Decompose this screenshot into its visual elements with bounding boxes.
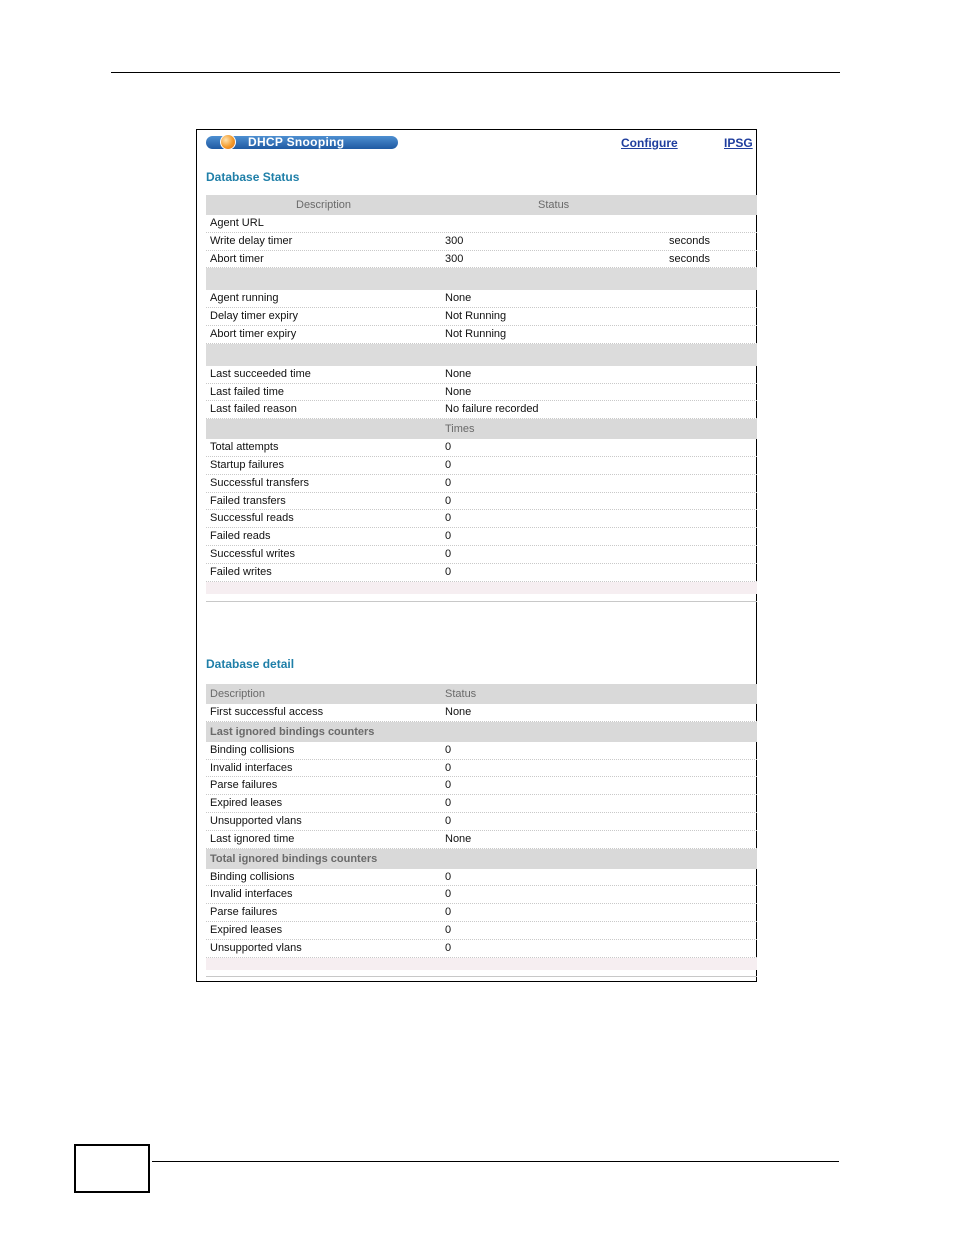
row-value: 0 bbox=[445, 941, 452, 954]
subheader-label: Last ignored bindings counters bbox=[210, 725, 375, 738]
table-row bbox=[206, 940, 757, 958]
page-top-rule bbox=[111, 72, 840, 73]
database-status-title: Database Status bbox=[206, 170, 300, 184]
row-label: Total attempts bbox=[210, 441, 279, 454]
table-row bbox=[206, 233, 757, 251]
row-value: 300 bbox=[445, 234, 464, 247]
row-value: 0 bbox=[445, 814, 452, 827]
table-row bbox=[206, 886, 757, 904]
row-value: None bbox=[445, 706, 472, 718]
table-row bbox=[206, 366, 757, 384]
column-header-status: Status bbox=[538, 199, 570, 211]
table-row bbox=[206, 904, 757, 922]
row-value: None bbox=[445, 385, 472, 398]
row-label: Last ignored time bbox=[210, 832, 295, 845]
table-header bbox=[206, 195, 757, 215]
table-row bbox=[206, 831, 757, 849]
row-value: 0 bbox=[445, 797, 452, 810]
group-separator bbox=[206, 344, 757, 366]
row-label: Expired leases bbox=[210, 797, 283, 810]
row-label: Last succeeded time bbox=[210, 367, 311, 380]
row-value: 0 bbox=[445, 906, 452, 919]
row-label: Last failed time bbox=[210, 385, 284, 398]
subheader-label: Total ignored bindings counters bbox=[210, 852, 378, 865]
table-row bbox=[206, 742, 757, 760]
row-value: 0 bbox=[445, 870, 452, 883]
row-label: Successful transfers bbox=[210, 476, 310, 489]
row-label: Agent URL bbox=[210, 217, 264, 229]
row-label: Agent running bbox=[210, 292, 279, 305]
table-row bbox=[206, 795, 757, 813]
screen-title-bar bbox=[206, 136, 398, 149]
row-label: Failed reads bbox=[210, 530, 271, 543]
column-header-status: Status bbox=[445, 688, 477, 700]
table-row bbox=[206, 326, 757, 344]
table-row bbox=[206, 546, 757, 564]
times-header bbox=[206, 419, 757, 439]
row-label: Successful writes bbox=[210, 547, 295, 560]
row-label: Failed writes bbox=[210, 565, 272, 578]
page-number-box bbox=[74, 1144, 150, 1193]
page-bottom-rule bbox=[152, 1161, 839, 1162]
row-label: Parse failures bbox=[210, 779, 278, 792]
row-label: Expired leases bbox=[210, 923, 283, 936]
row-label: Delay timer expiry bbox=[210, 310, 299, 323]
column-header-description: Description bbox=[296, 199, 352, 211]
table-row bbox=[206, 475, 757, 493]
ipsg-link[interactable]: IPSG bbox=[724, 136, 753, 150]
table-row bbox=[206, 493, 757, 511]
table-row bbox=[206, 308, 757, 326]
row-value: 0 bbox=[445, 565, 452, 578]
section-divider bbox=[206, 601, 757, 602]
row-value: 0 bbox=[445, 494, 452, 507]
table-row bbox=[206, 704, 757, 722]
row-label: Abort timer expiry bbox=[210, 327, 297, 340]
row-label: Parse failures bbox=[210, 906, 278, 919]
orb-icon bbox=[220, 134, 236, 150]
row-label: Binding collisions bbox=[210, 743, 295, 756]
table-footer bbox=[206, 582, 757, 594]
row-label: Unsupported vlans bbox=[210, 941, 302, 954]
configure-link[interactable]: Configure bbox=[621, 136, 678, 150]
table-row bbox=[206, 922, 757, 940]
table-row bbox=[206, 251, 757, 269]
table-footer bbox=[206, 958, 757, 970]
row-label: Invalid interfaces bbox=[210, 888, 293, 901]
row-label: Successful reads bbox=[210, 512, 294, 525]
dhcp-snooping-screen bbox=[196, 129, 757, 982]
database-detail-table bbox=[206, 684, 757, 970]
row-value: No failure recorded bbox=[445, 403, 539, 416]
table-row bbox=[206, 439, 757, 457]
group-separator bbox=[206, 268, 757, 290]
table-row bbox=[206, 564, 757, 582]
row-label: Write delay timer bbox=[210, 234, 293, 247]
column-header-description: Description bbox=[210, 688, 266, 700]
row-value: None bbox=[445, 367, 472, 380]
row-value: 300 bbox=[445, 252, 464, 265]
table-row bbox=[206, 528, 757, 546]
row-label: Unsupported vlans bbox=[210, 814, 302, 827]
table-row bbox=[206, 290, 757, 308]
row-value: None bbox=[445, 832, 472, 845]
table-row bbox=[206, 510, 757, 528]
total-ignored-header bbox=[206, 849, 757, 869]
row-label: Last failed reason bbox=[210, 403, 297, 416]
bottom-divider bbox=[206, 976, 757, 977]
row-value: 0 bbox=[445, 512, 452, 525]
row-label: Binding collisions bbox=[210, 870, 295, 883]
table-row bbox=[206, 384, 757, 402]
row-value: 0 bbox=[445, 923, 452, 936]
row-value: 0 bbox=[445, 888, 452, 901]
table-row bbox=[206, 401, 757, 419]
row-label: Failed transfers bbox=[210, 494, 286, 507]
table-row bbox=[206, 215, 757, 233]
row-unit: seconds bbox=[669, 252, 710, 265]
row-value: 0 bbox=[445, 779, 452, 792]
row-unit: seconds bbox=[669, 234, 710, 247]
row-label: First successful access bbox=[210, 706, 324, 718]
row-value: None bbox=[445, 292, 472, 305]
row-value: 0 bbox=[445, 476, 452, 489]
times-header-label: Times bbox=[445, 423, 475, 436]
table-row bbox=[206, 869, 757, 887]
row-value: 0 bbox=[445, 458, 452, 471]
table-row bbox=[206, 813, 757, 831]
table-row bbox=[206, 777, 757, 795]
row-value: 0 bbox=[445, 530, 452, 543]
row-label: Abort timer bbox=[210, 252, 264, 265]
database-detail-title: Database detail bbox=[206, 657, 295, 671]
row-label: Invalid interfaces bbox=[210, 761, 293, 774]
row-value: Not Running bbox=[445, 310, 507, 323]
table-row bbox=[206, 457, 757, 475]
row-value: 0 bbox=[445, 761, 452, 774]
row-value: 0 bbox=[445, 547, 452, 560]
database-status-table bbox=[206, 195, 757, 594]
screen-title: DHCP Snooping bbox=[248, 135, 345, 149]
table-header bbox=[206, 684, 757, 704]
row-value: 0 bbox=[445, 441, 452, 454]
row-value: 0 bbox=[445, 743, 452, 756]
row-value: Not Running bbox=[445, 327, 507, 340]
table-row bbox=[206, 760, 757, 778]
last-ignored-header bbox=[206, 722, 757, 742]
row-label: Startup failures bbox=[210, 458, 284, 471]
